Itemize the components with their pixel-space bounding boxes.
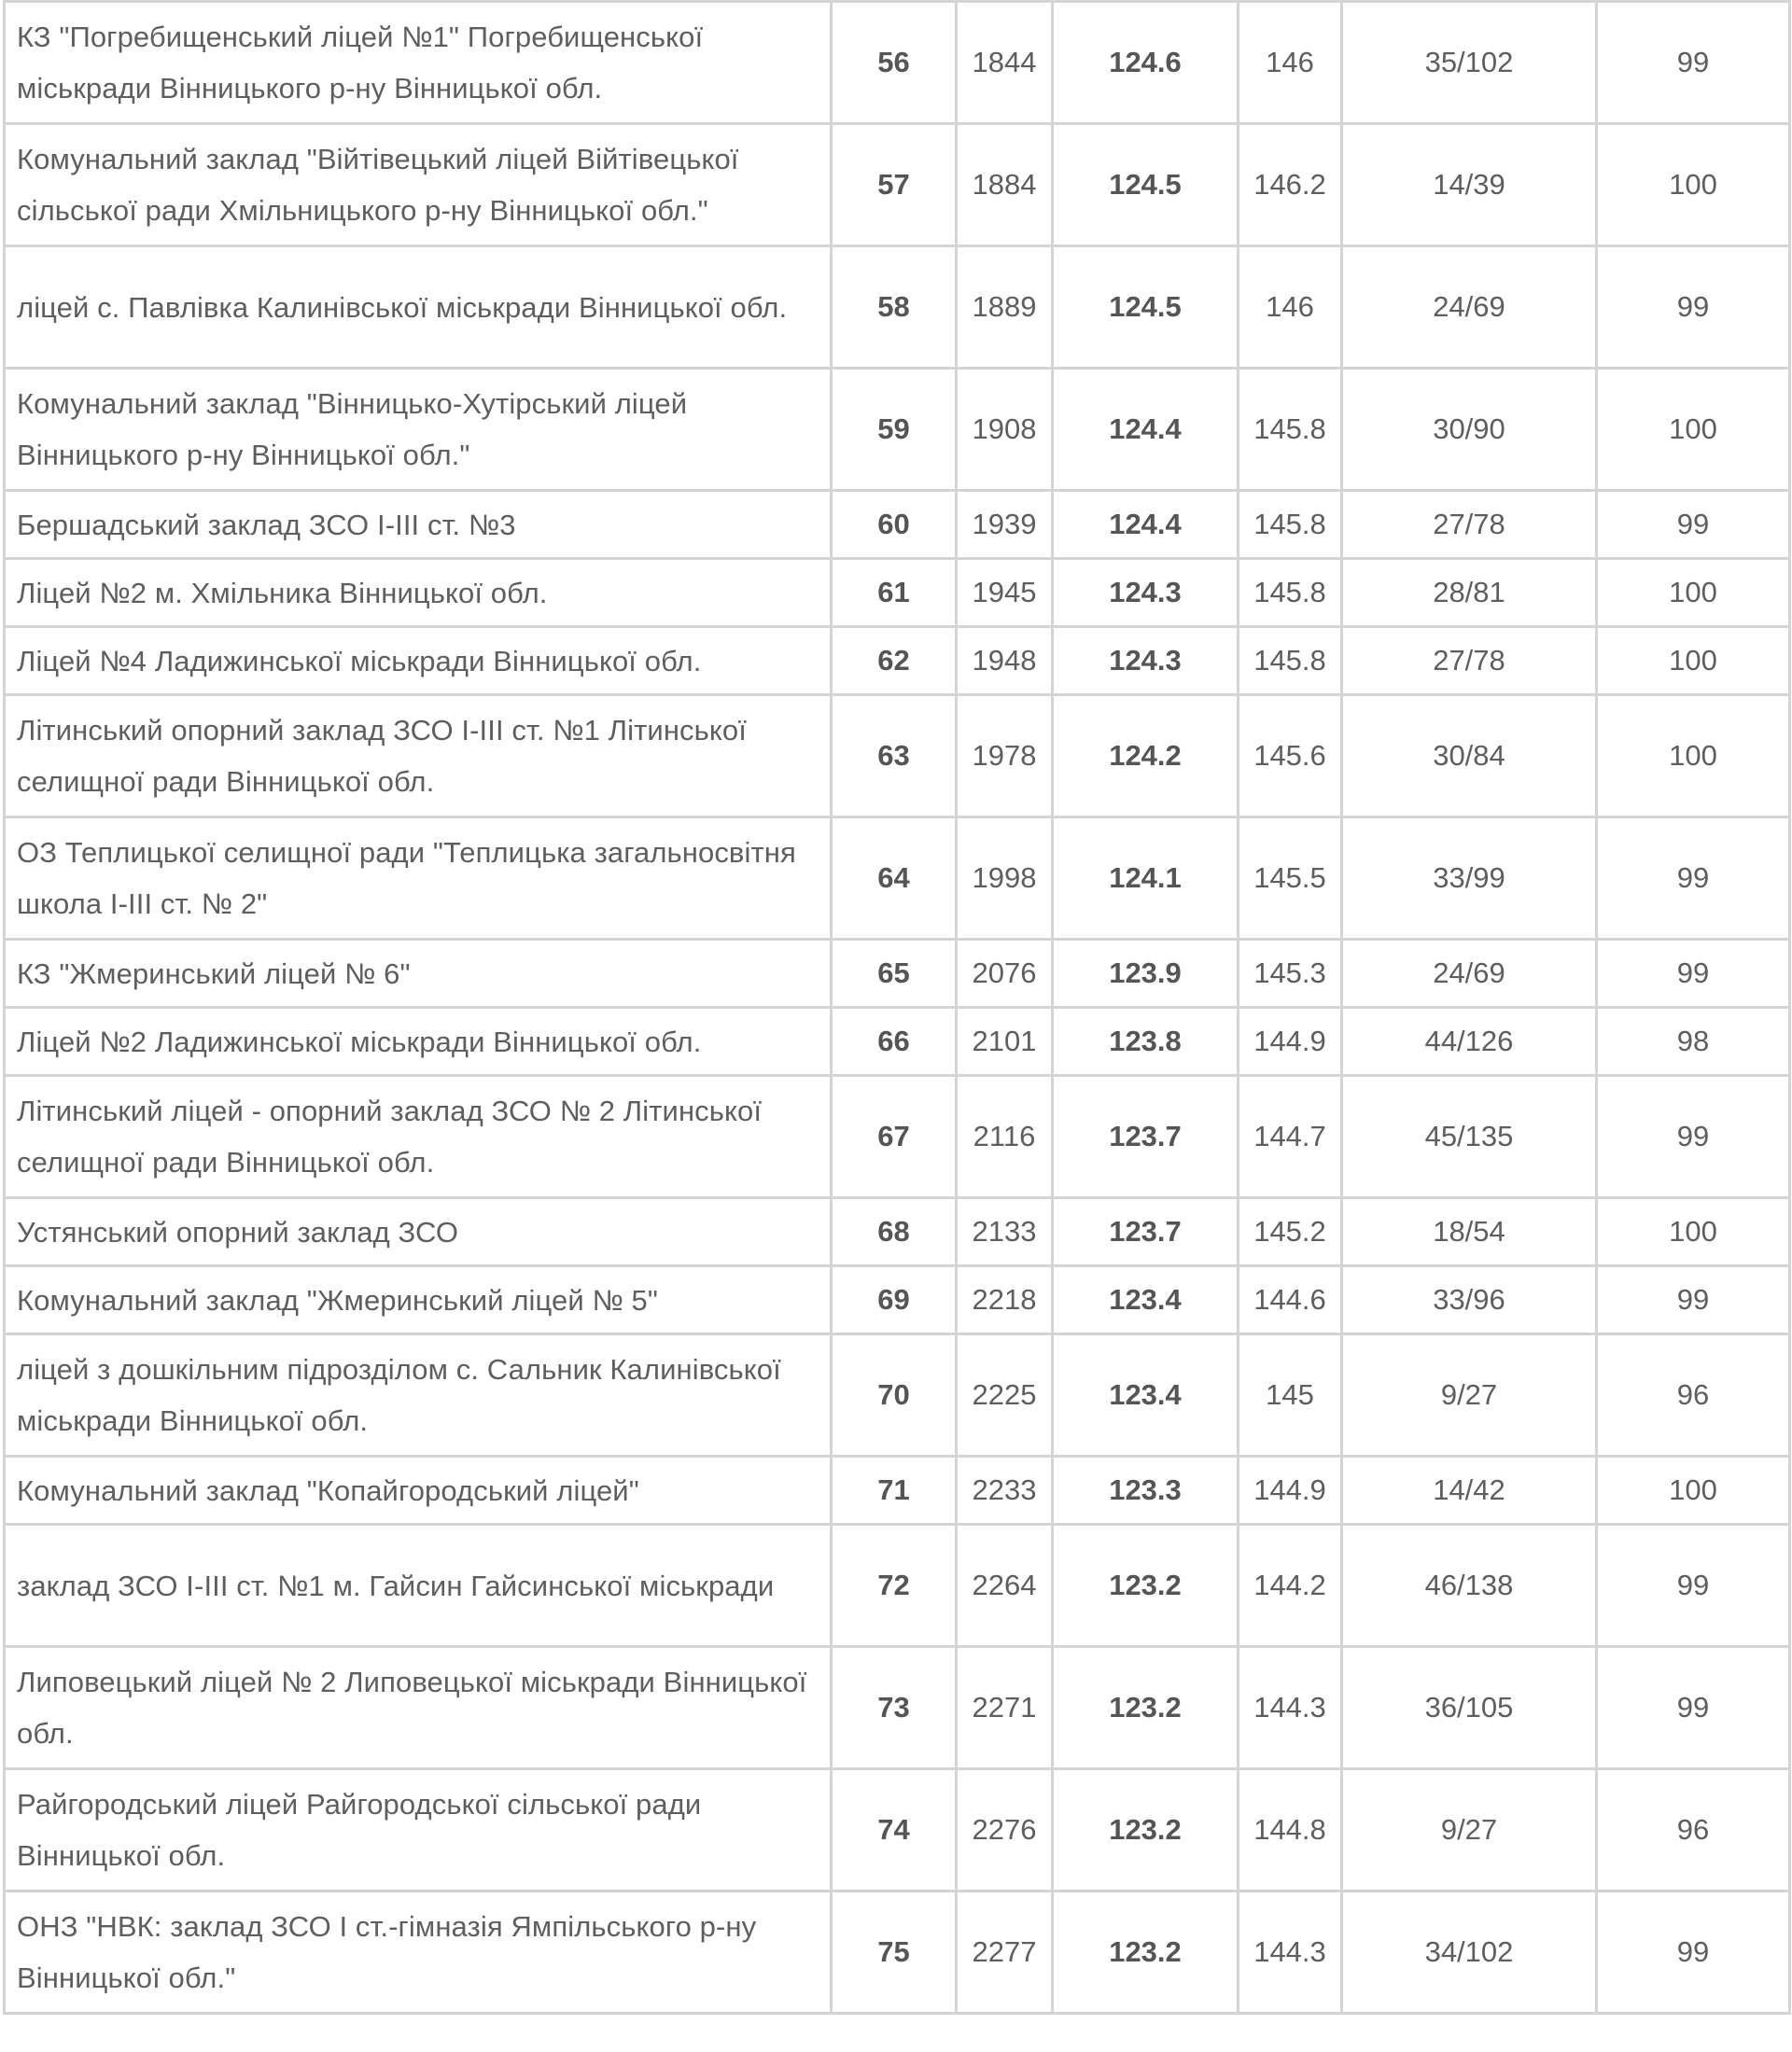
table-row <box>5 124 1790 246</box>
average-score-cell: 123.4 <box>1053 1266 1239 1334</box>
school-name-cell: КЗ "Погребищенський ліцей №1" Погребищенської міськради Вінницького р-ну Вінницької обл. <box>5 2 832 124</box>
percent-cell: 100 <box>1597 627 1790 695</box>
national-place-cell: 1945 <box>957 559 1053 627</box>
national-place-cell: 1884 <box>957 124 1053 246</box>
school-name-cell: Ліцей №4 Ладижинської міськради Вінницької обл. <box>5 627 832 695</box>
national-place-cell: 2116 <box>957 1076 1053 1198</box>
score-cell: 146 <box>1239 246 1342 369</box>
score-cell: 145.6 <box>1239 695 1342 817</box>
school-name-cell: ліцей с. Павлівка Калинівської міськради Вінницької обл. <box>5 246 832 369</box>
national-place-cell: 2271 <box>957 1647 1053 1769</box>
rank-cell: 57 <box>832 124 957 246</box>
average-score-cell: 124.4 <box>1053 491 1239 559</box>
rank-cell: 66 <box>832 1008 957 1076</box>
average-score-cell: 124.5 <box>1053 246 1239 369</box>
national-place-cell: 1948 <box>957 627 1053 695</box>
results-table-container <box>3 0 1788 2015</box>
average-score-cell: 124.3 <box>1053 627 1239 695</box>
national-place-cell: 2218 <box>957 1266 1053 1334</box>
table-row <box>5 695 1790 817</box>
percent-cell: 99 <box>1597 1266 1790 1334</box>
percent-cell: 99 <box>1597 1525 1790 1647</box>
rank-cell: 69 <box>832 1266 957 1334</box>
average-score-cell: 123.2 <box>1053 1647 1239 1769</box>
school-name-cell: Райгородський ліцей Райгородської сільської ради Вінницької обл. <box>5 1769 832 1891</box>
rank-cell: 62 <box>832 627 957 695</box>
percent-cell: 96 <box>1597 1769 1790 1891</box>
percent-cell: 99 <box>1597 940 1790 1008</box>
table-row <box>5 1334 1790 1457</box>
table-row <box>5 2 1790 124</box>
rank-cell: 70 <box>832 1334 957 1457</box>
tests-ratio-cell: 24/69 <box>1342 940 1597 1008</box>
percent-cell: 99 <box>1597 1647 1790 1769</box>
percent-cell: 99 <box>1597 246 1790 369</box>
rank-cell: 65 <box>832 940 957 1008</box>
percent-cell: 100 <box>1597 559 1790 627</box>
national-place-cell: 2133 <box>957 1198 1053 1266</box>
table-row <box>5 1647 1790 1769</box>
score-cell: 146.2 <box>1239 124 1342 246</box>
tests-ratio-cell: 18/54 <box>1342 1198 1597 1266</box>
school-name-cell: Комунальний заклад "Вінницько-Хутірський ліцей Вінницького р-ну Вінницької обл." <box>5 369 832 491</box>
percent-cell: 100 <box>1597 1198 1790 1266</box>
national-place-cell: 2076 <box>957 940 1053 1008</box>
table-row <box>5 1769 1790 1891</box>
score-cell: 145.8 <box>1239 491 1342 559</box>
percent-cell: 99 <box>1597 1076 1790 1198</box>
score-cell: 145.8 <box>1239 369 1342 491</box>
national-place-cell: 1908 <box>957 369 1053 491</box>
percent-cell: 100 <box>1597 124 1790 246</box>
rank-cell: 61 <box>832 559 957 627</box>
score-cell: 145 <box>1239 1334 1342 1457</box>
national-place-cell: 1844 <box>957 2 1053 124</box>
rank-cell: 73 <box>832 1647 957 1769</box>
percent-cell: 99 <box>1597 1891 1790 2014</box>
average-score-cell: 124.4 <box>1053 369 1239 491</box>
school-name-cell: Ліцей №2 Ладижинської міськради Вінницької обл. <box>5 1008 832 1076</box>
tests-ratio-cell: 36/105 <box>1342 1647 1597 1769</box>
tests-ratio-cell: 45/135 <box>1342 1076 1597 1198</box>
school-name-cell: ліцей з дошкільним підрозділом с. Сальник Калинівської міськради Вінницької обл. <box>5 1334 832 1457</box>
school-name-cell: Літинський опорний заклад ЗСО І-ІІІ ст. №1 Літинської селищної ради Вінницької обл. <box>5 695 832 817</box>
percent-cell: 100 <box>1597 695 1790 817</box>
tests-ratio-cell: 27/78 <box>1342 491 1597 559</box>
average-score-cell: 123.2 <box>1053 1769 1239 1891</box>
average-score-cell: 124.1 <box>1053 817 1239 940</box>
average-score-cell: 123.8 <box>1053 1008 1239 1076</box>
tests-ratio-cell: 34/102 <box>1342 1891 1597 2014</box>
tests-ratio-cell: 24/69 <box>1342 246 1597 369</box>
national-place-cell: 2277 <box>957 1891 1053 2014</box>
average-score-cell: 123.2 <box>1053 1525 1239 1647</box>
rank-cell: 59 <box>832 369 957 491</box>
national-place-cell: 2264 <box>957 1525 1053 1647</box>
score-cell: 145.2 <box>1239 1198 1342 1266</box>
percent-cell: 99 <box>1597 491 1790 559</box>
rank-cell: 60 <box>832 491 957 559</box>
table-row <box>5 1008 1790 1076</box>
tests-ratio-cell: 44/126 <box>1342 1008 1597 1076</box>
average-score-cell: 124.2 <box>1053 695 1239 817</box>
national-place-cell: 1998 <box>957 817 1053 940</box>
school-name-cell: Устянський опорний заклад ЗСО <box>5 1198 832 1266</box>
percent-cell: 100 <box>1597 1457 1790 1525</box>
school-name-cell: Бершадський заклад ЗСО І-ІІІ ст. №3 <box>5 491 832 559</box>
percent-cell: 99 <box>1597 2 1790 124</box>
table-row <box>5 1198 1790 1266</box>
tests-ratio-cell: 27/78 <box>1342 627 1597 695</box>
table-row <box>5 817 1790 940</box>
score-cell: 144.9 <box>1239 1457 1342 1525</box>
score-cell: 145.5 <box>1239 817 1342 940</box>
tests-ratio-cell: 9/27 <box>1342 1334 1597 1457</box>
average-score-cell: 123.3 <box>1053 1457 1239 1525</box>
tests-ratio-cell: 33/99 <box>1342 817 1597 940</box>
table-row <box>5 940 1790 1008</box>
rank-cell: 68 <box>832 1198 957 1266</box>
average-score-cell: 123.7 <box>1053 1198 1239 1266</box>
school-name-cell: ОНЗ "НВК: заклад ЗСО І ст.-гімназія Ямпільського р-ну Вінницької обл." <box>5 1891 832 2014</box>
rank-cell: 67 <box>832 1076 957 1198</box>
school-name-cell: Комунальний заклад "Копайгородський ліцей" <box>5 1457 832 1525</box>
school-name-cell: Ліцей №2 м. Хмільника Вінницької обл. <box>5 559 832 627</box>
school-ranking-table <box>3 0 1791 2015</box>
rank-cell: 74 <box>832 1769 957 1891</box>
percent-cell: 98 <box>1597 1008 1790 1076</box>
school-name-cell: заклад ЗСО І-ІІІ ст. №1 м. Гайсин Гайсинської міськради <box>5 1525 832 1647</box>
tests-ratio-cell: 30/90 <box>1342 369 1597 491</box>
school-name-cell: Літинський ліцей - опорний заклад ЗСО № 2 Літинської селищної ради Вінницької обл. <box>5 1076 832 1198</box>
table-row <box>5 627 1790 695</box>
school-name-cell: КЗ "Жмеринський ліцей № 6" <box>5 940 832 1008</box>
table-body <box>5 2 1790 2014</box>
school-name-cell: Комунальний заклад "Жмеринський ліцей № 5" <box>5 1266 832 1334</box>
rank-cell: 58 <box>832 246 957 369</box>
table-row <box>5 559 1790 627</box>
score-cell: 144.6 <box>1239 1266 1342 1334</box>
table-row <box>5 1891 1790 2014</box>
table-row <box>5 369 1790 491</box>
score-cell: 144.3 <box>1239 1647 1342 1769</box>
national-place-cell: 2225 <box>957 1334 1053 1457</box>
percent-cell: 96 <box>1597 1334 1790 1457</box>
tests-ratio-cell: 33/96 <box>1342 1266 1597 1334</box>
tests-ratio-cell: 30/84 <box>1342 695 1597 817</box>
average-score-cell: 123.9 <box>1053 940 1239 1008</box>
average-score-cell: 124.6 <box>1053 2 1239 124</box>
average-score-cell: 124.5 <box>1053 124 1239 246</box>
tests-ratio-cell: 35/102 <box>1342 2 1597 124</box>
table-row <box>5 1266 1790 1334</box>
national-place-cell: 1978 <box>957 695 1053 817</box>
tests-ratio-cell: 14/39 <box>1342 124 1597 246</box>
score-cell: 144.3 <box>1239 1891 1342 2014</box>
score-cell: 144.2 <box>1239 1525 1342 1647</box>
rank-cell: 71 <box>832 1457 957 1525</box>
score-cell: 146 <box>1239 2 1342 124</box>
average-score-cell: 123.2 <box>1053 1891 1239 2014</box>
table-row <box>5 246 1790 369</box>
score-cell: 144.9 <box>1239 1008 1342 1076</box>
tests-ratio-cell: 46/138 <box>1342 1525 1597 1647</box>
rank-cell: 63 <box>832 695 957 817</box>
table-row <box>5 1076 1790 1198</box>
school-name-cell: Липовецький ліцей № 2 Липовецької міськради Вінницької обл. <box>5 1647 832 1769</box>
table-row <box>5 1457 1790 1525</box>
average-score-cell: 123.4 <box>1053 1334 1239 1457</box>
score-cell: 145.8 <box>1239 559 1342 627</box>
percent-cell: 100 <box>1597 369 1790 491</box>
score-cell: 144.8 <box>1239 1769 1342 1891</box>
rank-cell: 56 <box>832 2 957 124</box>
national-place-cell: 2101 <box>957 1008 1053 1076</box>
score-cell: 145.3 <box>1239 940 1342 1008</box>
rank-cell: 64 <box>832 817 957 940</box>
national-place-cell: 2233 <box>957 1457 1053 1525</box>
rank-cell: 72 <box>832 1525 957 1647</box>
average-score-cell: 124.3 <box>1053 559 1239 627</box>
school-name-cell: ОЗ Теплицької селищної ради "Теплицька загальносвітня школа І-ІІІ ст. № 2" <box>5 817 832 940</box>
average-score-cell: 123.7 <box>1053 1076 1239 1198</box>
national-place-cell: 2276 <box>957 1769 1053 1891</box>
score-cell: 145.8 <box>1239 627 1342 695</box>
table-row <box>5 491 1790 559</box>
tests-ratio-cell: 14/42 <box>1342 1457 1597 1525</box>
percent-cell: 99 <box>1597 817 1790 940</box>
score-cell: 144.7 <box>1239 1076 1342 1198</box>
tests-ratio-cell: 9/27 <box>1342 1769 1597 1891</box>
tests-ratio-cell: 28/81 <box>1342 559 1597 627</box>
rank-cell: 75 <box>832 1891 957 2014</box>
national-place-cell: 1889 <box>957 246 1053 369</box>
national-place-cell: 1939 <box>957 491 1053 559</box>
table-row <box>5 1525 1790 1647</box>
school-name-cell: Комунальний заклад "Війтівецький ліцей Війтівецької сільської ради Хмільницького р-ну Вінницької обл." <box>5 124 832 246</box>
